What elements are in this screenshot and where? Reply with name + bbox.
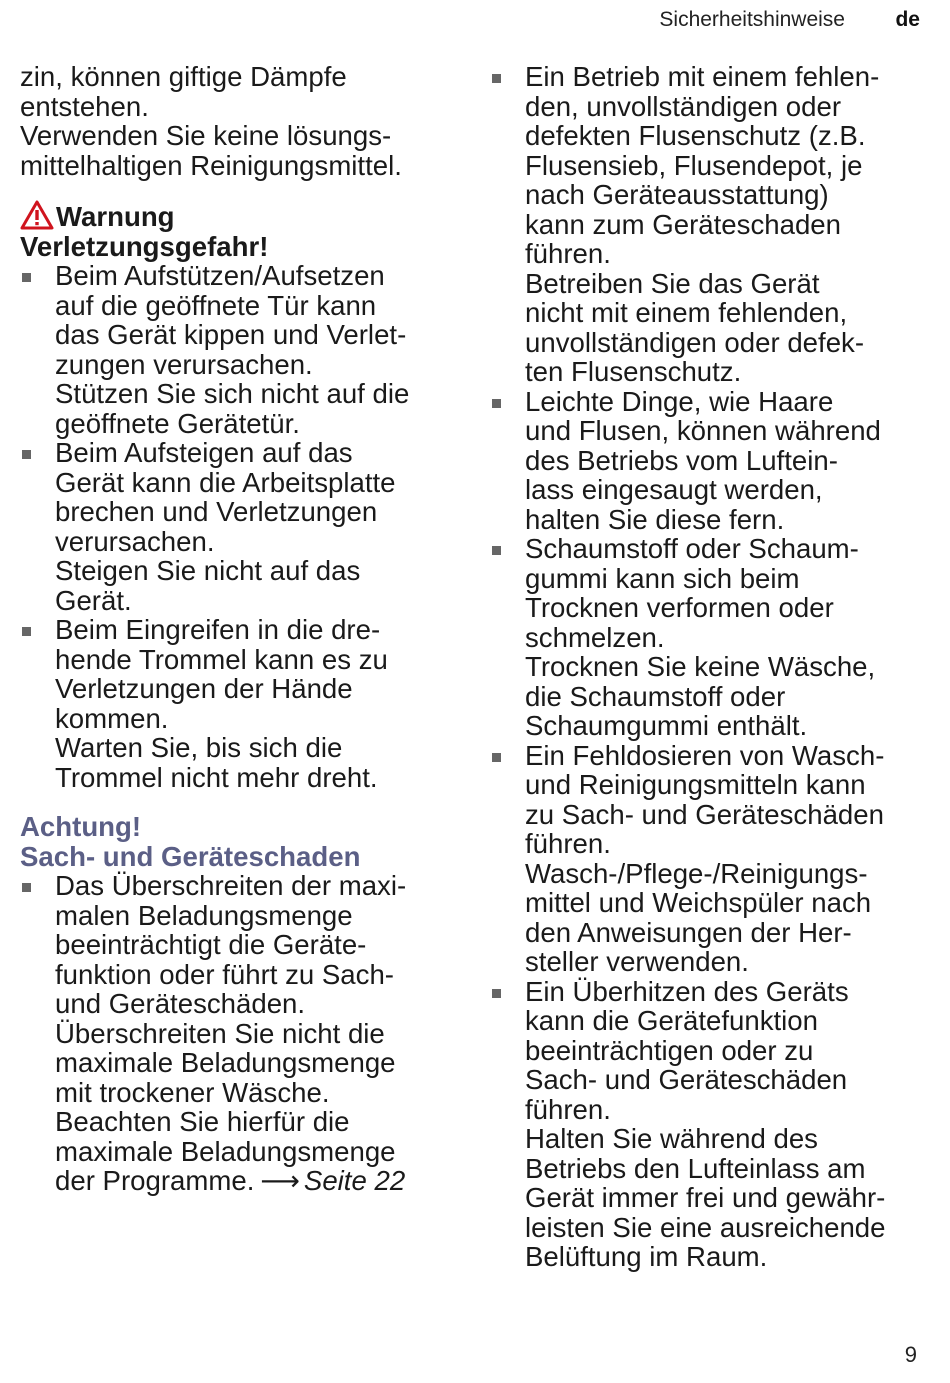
list-item bbox=[490, 741, 930, 977]
text-line: Verletzungen der Hände bbox=[55, 673, 353, 704]
list-item bbox=[490, 62, 930, 387]
language-code: de bbox=[895, 8, 920, 31]
list-item bbox=[20, 615, 460, 792]
text-line: Halten Sie während des bbox=[525, 1123, 818, 1154]
page-reference-link[interactable]: Seite 22 bbox=[303, 1165, 406, 1196]
text-line: mittel und Weichspüler nach bbox=[525, 887, 872, 918]
text-line: Trommel nicht mehr dreht. bbox=[55, 761, 378, 793]
bullet-square-icon bbox=[492, 399, 501, 408]
text-line: Ein Fehldosieren von Wasch- bbox=[525, 739, 885, 771]
text-line: mittelhaltigen Reinigungsmittel. bbox=[20, 149, 402, 181]
bullet-square-icon bbox=[492, 546, 501, 555]
text-line: geöffnete Gerätetür. bbox=[55, 407, 300, 439]
text-line: Das Überschreiten der maxi- bbox=[55, 870, 407, 901]
bullet-square-icon bbox=[22, 273, 31, 282]
text-line: Belüftung im Raum. bbox=[525, 1241, 768, 1272]
text-line: auf die geöffnete Tür kann bbox=[55, 289, 377, 321]
list-item bbox=[490, 387, 930, 535]
text-line: Leichte Dinge, wie Haare bbox=[525, 385, 834, 417]
list-item bbox=[20, 871, 460, 1196]
text-line: und Geräteschäden. bbox=[55, 988, 306, 1019]
text-line: Schaumstoff oder Schaum- bbox=[525, 533, 859, 564]
caution-label: Achtung! bbox=[20, 811, 142, 842]
list-item bbox=[490, 977, 930, 1272]
text-line: Gerät immer frei und gewähr- bbox=[525, 1182, 886, 1213]
text-line: Flusensieb, Flusendepot, je bbox=[525, 149, 863, 181]
intro-paragraph bbox=[20, 62, 460, 180]
text-line: Beachten Sie hierfür die bbox=[55, 1106, 350, 1137]
text-line: das Gerät kippen und Verlet- bbox=[55, 319, 407, 350]
text-line: brechen und Verletzungen bbox=[55, 496, 378, 527]
text-line: und Flusen, können während bbox=[525, 415, 881, 446]
text-line: kann die Gerätefunktion bbox=[525, 1005, 818, 1036]
text-line: Verwenden Sie keine lösungs- bbox=[20, 120, 392, 151]
text-line: Beim Aufsteigen auf das bbox=[55, 437, 353, 468]
text-line: kann zum Geräteschaden bbox=[525, 208, 841, 240]
list-item bbox=[20, 261, 460, 438]
text-line: Überschreiten Sie nicht die bbox=[55, 1017, 385, 1049]
text-line: Schaumgummi enthält. bbox=[525, 710, 808, 741]
text-line: Ein Betrieb mit einem fehlen- bbox=[525, 61, 880, 92]
text-line: Beim Eingreifen in die dre- bbox=[55, 614, 381, 645]
text-line: steller verwenden. bbox=[525, 946, 749, 977]
text-line-with-reference bbox=[55, 1166, 460, 1196]
page-number: 9 bbox=[904, 1342, 917, 1367]
text-line: beeinträchtigen oder zu bbox=[525, 1034, 814, 1066]
text-line: malen Beladungsmenge bbox=[55, 899, 353, 931]
text-line: Sach- und Geräteschäden bbox=[525, 1064, 848, 1095]
text-line: Wasch-/Pflege-/Reinigungs- bbox=[525, 857, 868, 889]
left-column bbox=[20, 62, 460, 1196]
text-line: schmelzen. bbox=[525, 621, 665, 653]
text-line: Trocknen verformen oder bbox=[525, 592, 834, 623]
bullet-square-icon bbox=[22, 627, 31, 636]
text-line: und Reinigungsmitteln kann bbox=[525, 769, 866, 800]
warning-triangle-icon bbox=[20, 200, 54, 230]
text-line: Gerät kann die Arbeitsplatte bbox=[55, 466, 396, 498]
bullet-square-icon bbox=[492, 989, 501, 998]
bullet-square-icon bbox=[492, 74, 501, 83]
text-line: den, unvollständigen oder bbox=[525, 90, 842, 122]
text-fragment: der Programme. bbox=[55, 1165, 255, 1196]
text-line: Stützen Sie sich nicht auf die bbox=[55, 378, 410, 409]
text-line: zin, können giftige Dämpfe bbox=[20, 61, 347, 92]
warning-label: Warnung bbox=[56, 201, 175, 232]
text-line: nicht mit einem fehlenden, bbox=[525, 297, 848, 328]
warning-heading bbox=[20, 200, 460, 232]
text-line: unvollständigen oder defek- bbox=[525, 326, 865, 358]
text-line: defekten Flusenschutz (z.B. bbox=[525, 120, 866, 151]
text-line: des Betriebs vom Luftein- bbox=[525, 444, 838, 476]
text-line: führen. bbox=[525, 238, 611, 269]
list-item bbox=[20, 438, 460, 615]
caution-block bbox=[20, 812, 460, 1196]
text-line: Betriebs den Lufteinlass am bbox=[525, 1152, 866, 1184]
text-line: den Anweisungen der Her- bbox=[525, 916, 852, 948]
text-line: ten Flusenschutz. bbox=[525, 356, 742, 387]
text-line: maximale Beladungsmenge bbox=[55, 1047, 396, 1078]
text-line: mit trockener Wäsche. bbox=[55, 1076, 330, 1108]
text-line: funktion oder führt zu Sach- bbox=[55, 958, 394, 990]
text-line: Ein Überhitzen des Geräts bbox=[525, 975, 849, 1007]
list-item bbox=[490, 534, 930, 741]
bullet-square-icon bbox=[492, 753, 501, 762]
text-line: lass eingesaugt werden, bbox=[525, 474, 823, 505]
text-line: kommen. bbox=[55, 702, 169, 734]
text-line: die Schaumstoff oder bbox=[525, 680, 786, 712]
warning-block bbox=[20, 200, 460, 792]
text-line: hende Trommel kann es zu bbox=[55, 643, 388, 675]
text-line: maximale Beladungsmenge bbox=[55, 1135, 396, 1167]
caution-title: Sach- und Geräteschaden bbox=[20, 840, 361, 872]
text-line: führen. bbox=[525, 1093, 611, 1125]
text-line: Gerät. bbox=[55, 584, 132, 616]
text-line: gummi kann sich beim bbox=[525, 562, 800, 594]
bullet-square-icon bbox=[22, 883, 31, 892]
text-line: Trocknen Sie keine Wäsche, bbox=[525, 651, 876, 682]
text-line: führen. bbox=[525, 828, 611, 859]
text-line: beeinträchtigt die Geräte- bbox=[55, 929, 367, 960]
text-line: Steigen Sie nicht auf das bbox=[55, 555, 361, 586]
warning-title: Verletzungsgefahr! bbox=[20, 230, 269, 262]
text-line: zungen verursachen. bbox=[55, 348, 313, 380]
text-line: verursachen. bbox=[55, 525, 215, 557]
text-line: entstehen. bbox=[20, 90, 149, 122]
text-line: halten Sie diese fern. bbox=[525, 503, 785, 535]
running-header-section: Sicherheitshinweise bbox=[659, 8, 845, 31]
arrow-right-icon: ⟶ bbox=[260, 1165, 300, 1196]
text-line: leisten Sie eine ausreichende bbox=[525, 1211, 886, 1243]
bullet-square-icon bbox=[22, 450, 31, 459]
right-column bbox=[490, 62, 930, 1272]
text-line: Betreiben Sie das Gerät bbox=[525, 267, 820, 299]
text-line: Warten Sie, bis sich die bbox=[55, 732, 343, 763]
text-line: nach Geräteausstattung) bbox=[525, 179, 829, 210]
text-line: Beim Aufstützen/Aufsetzen bbox=[55, 260, 385, 291]
text-line: zu Sach- und Geräteschäden bbox=[525, 798, 884, 830]
